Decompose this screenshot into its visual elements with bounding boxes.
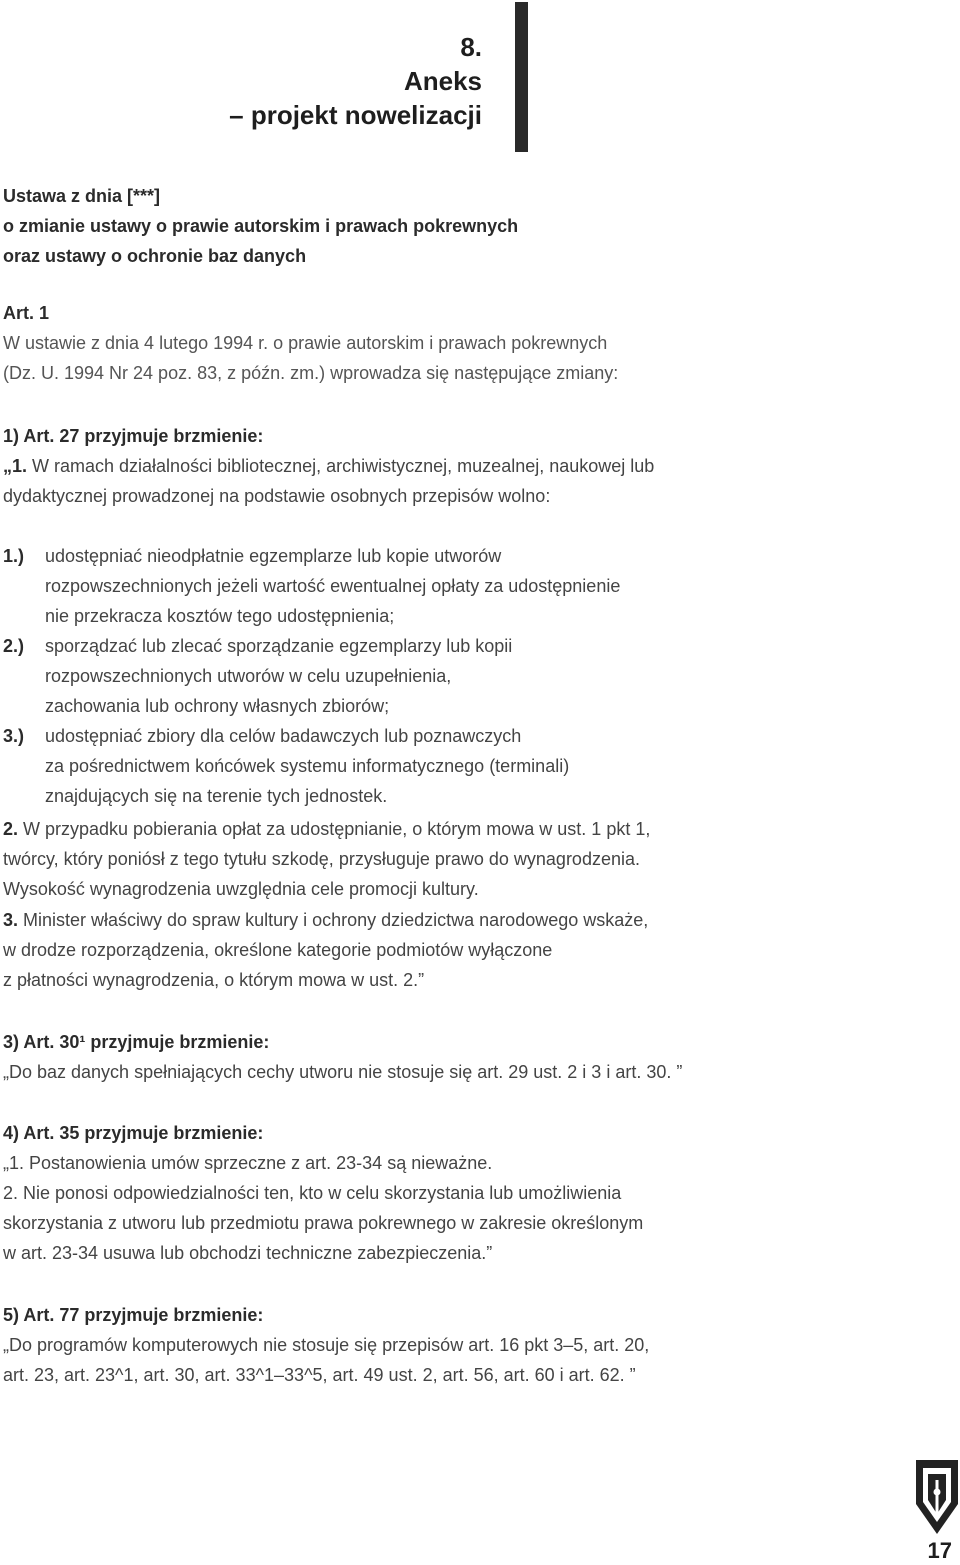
chapter-heading (229, 30, 482, 132)
article-1-title: Art. 1 (3, 303, 50, 323)
amendment-5-line1: „Do programów komputerowych nie stosuje się przepisów art. 16 pkt 3–5, art. 20, (3, 1335, 650, 1355)
act-heading-line3: oraz ustawy o ochronie baz danych (3, 246, 307, 266)
list-item-line: rozpowszechnionych utworów w celu uzupełnienia, (45, 666, 452, 686)
paragraph-3-line1 (3, 905, 723, 935)
chapter-number: 8. (460, 32, 482, 62)
list-item-line: nie przekracza kosztów tego udostępnienia; (45, 606, 395, 626)
list-item-number: 1.) (3, 546, 25, 566)
paragraph-2-number: 2. (3, 819, 19, 839)
permitted-uses-list (3, 541, 723, 811)
amendment-1-title: 1) Art. 27 przyjmuje brzmienie: (3, 426, 264, 446)
list-item (3, 721, 723, 811)
paragraph-2-line3: Wysokość wynagrodzenia uwzględnia cele promocji kultury. (3, 879, 479, 899)
act-heading-line1: Ustawa z dnia [***] (3, 186, 161, 206)
list-item (3, 541, 723, 631)
amendment-5-line2: art. 23, art. 23^1, art. 30, art. 33^1–33^5, art. 49 ust. 2, art. 56, art. 60 i art. 62. ” (3, 1365, 636, 1385)
list-item-line: znajdujących się na terenie tych jednostek. (45, 786, 388, 806)
pen-nib-icon (914, 1456, 960, 1536)
paragraph-3-line2: w drodze rozporządzenia, określone kategorie podmiotów wyłączone (3, 940, 553, 960)
chapter-accent-bar (515, 2, 528, 152)
list-item-number: 3.) (3, 726, 25, 746)
paragraph-3-text-line1: Minister właściwy do spraw kultury i ochrony dziedzictwa narodowego wskaże, (18, 910, 649, 930)
list-item-line: sporządzać lub zlecać sporządzanie egzemplarzy lub kopii (45, 636, 513, 656)
list-item-line: rozpowszechnionych jeżeli wartość ewentualnej opłaty za udostępnienie (45, 576, 621, 596)
list-item-number: 2.) (3, 636, 25, 656)
amendment-5-title: 5) Art. 77 przyjmuje brzmienie: (3, 1305, 264, 1325)
amendment-4-line3: skorzystania z utworu lub przedmiotu prawa pokrewnego w zakresie określonym (3, 1213, 644, 1233)
amendment-3-line1: „Do baz danych spełniających cechy utworu nie stosuje się art. 29 ust. 2 i 3 i art. 30. ” (3, 1062, 683, 1082)
page-number: 17 (927, 1538, 952, 1563)
paragraph-3-number: 3. (3, 910, 19, 930)
para1-text-line1: W ramach działalności bibliotecznej, archiwistycznej, muzealnej, naukowej lub (27, 456, 655, 476)
article-1-line1: W ustawie z dnia 4 lutego 1994 r. o prawie autorskim i prawach pokrewnych (3, 333, 608, 353)
amendment-4-line4: w art. 23-34 usuwa lub obchodzi techniczne zabezpieczenia.” (3, 1243, 493, 1263)
amendment-1-para1-line1 (3, 451, 723, 481)
amendment-4-title: 4) Art. 35 przyjmuje brzmienie: (3, 1123, 264, 1143)
para1-number: „1. (3, 456, 28, 476)
chapter-title-line1: Aneks (403, 66, 482, 96)
paragraph-2-line1 (3, 814, 723, 844)
amendment-1 (3, 421, 723, 511)
amendment-4-line1: „1. Postanowienia umów sprzeczne z art. 23-34 są nieważne. (3, 1153, 493, 1173)
amendment-3 (3, 1027, 723, 1087)
paragraph-2 (3, 814, 723, 904)
list-item-line: zachowania lub ochrony własnych zbiorów; (45, 696, 390, 716)
article-1-line2: (Dz. U. 1994 Nr 24 poz. 83, z późn. zm.) wprowadza się następujące zmiany: (3, 363, 619, 383)
amendment-4-line2: 2. Nie ponosi odpowiedzialności ten, kto w celu skorzystania lub umożliwienia (3, 1183, 622, 1203)
list-item (3, 631, 723, 721)
amendment-3-title: 3) Art. 30¹ przyjmuje brzmienie: (3, 1032, 270, 1052)
act-heading (3, 181, 643, 271)
list-item-line: udostępniać nieodpłatnie egzemplarze lub kopie utworów (45, 546, 502, 566)
chapter-title-line2: – projekt nowelizacji (229, 100, 482, 130)
paragraph-3 (3, 905, 723, 995)
paragraph-2-line2: twórcy, który poniósł z tego tytułu szkodę, przysługuje prawo do wynagrodzenia. (3, 849, 640, 869)
amendment-4 (3, 1118, 723, 1268)
paragraph-3-line3: z płatności wynagrodzenia, o którym mowa w ust. 2.” (3, 970, 425, 990)
amendment-5 (3, 1300, 723, 1390)
paragraph-2-text-line1: W przypadku pobierania opłat za udostępnianie, o którym mowa w ust. 1 pkt 1, (18, 819, 651, 839)
article-1 (3, 298, 723, 388)
act-heading-line2: o zmianie ustawy o prawie autorskim i prawach pokrewnych (3, 216, 519, 236)
amendment-1-para1-line2: dydaktycznej prowadzonej na podstawie osobnych przepisów wolno: (3, 486, 551, 506)
list-item-line: udostępniać zbiory dla celów badawczych lub poznawczych (45, 726, 522, 746)
list-item-line: za pośrednictwem końcówek systemu informatycznego (terminali) (45, 756, 570, 776)
